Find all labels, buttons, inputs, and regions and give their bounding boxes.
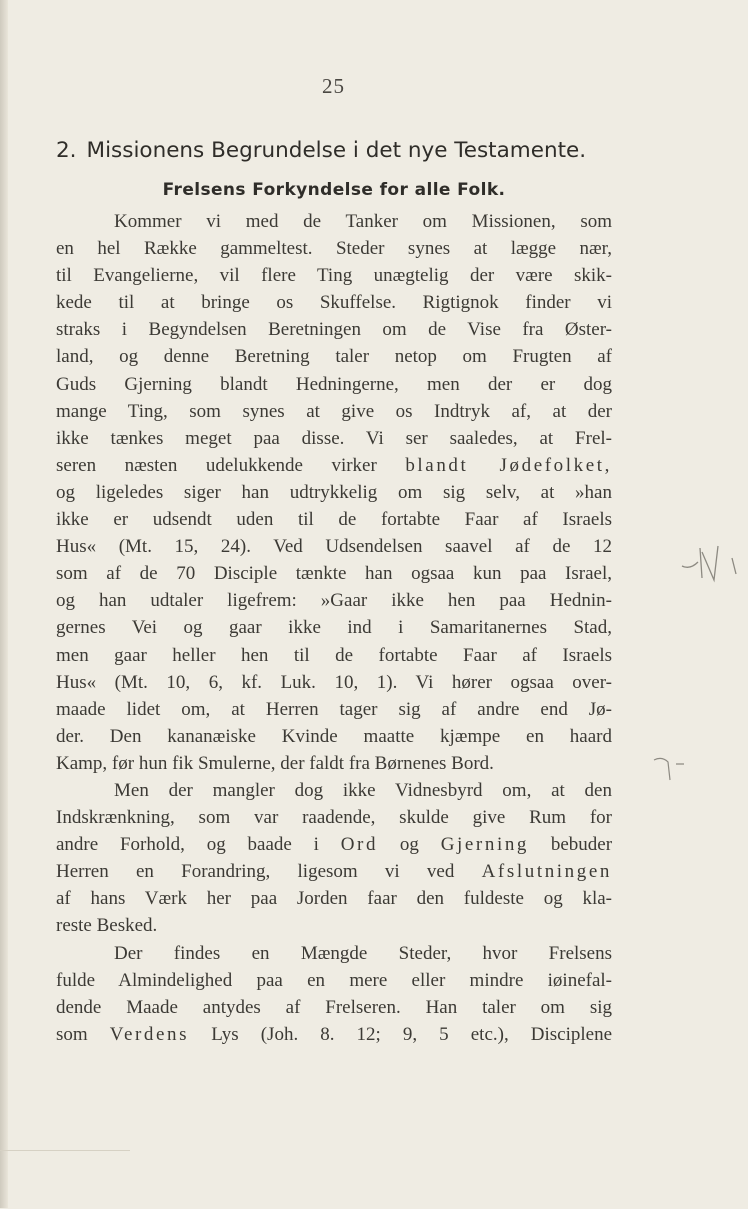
pencil-mark-icon [650, 750, 690, 790]
text-segment: og [399, 834, 419, 856]
pencil-mark-icon [680, 540, 748, 590]
text-line: Men der mangler dog ikke Vidnesbyrd om, at den [114, 779, 612, 801]
text-line: Kommer vi med de Tanker om Missionen, som [114, 211, 612, 232]
text-line: fulde Almindelighed paa en mere eller mindre iøinefal- [56, 969, 612, 991]
page-edge [0, 0, 8, 1208]
text-line: Kamp, før hun fik Smulerne, der faldt fra Børnenes Bord. [56, 752, 494, 774]
page-number: 25 [322, 74, 345, 98]
body-text [56, 208, 612, 1048]
text-line: gernes Vei og gaar ikke ind i Samaritanernes Stad, [56, 617, 612, 639]
text-line: en hel Række gammeltest. Steder synes at lægge nær, [56, 238, 612, 260]
text-line: mange Ting, som synes at give os Indtryk af, at der [56, 400, 612, 422]
text-line: Hus« (Mt. 15, 24). Ved Udsendelsen saavel af de 12 [56, 536, 612, 558]
text-line: til Evangelierne, vil flere Ting unægtelig der være skik- [56, 265, 612, 287]
section-title: Frelsens Forkyndelse for alle Folk. [162, 180, 506, 200]
text-line: og ligeledes siger han udtrykkelig om sig selv, at »han [56, 481, 612, 503]
text-segment: andre Forhold, og baade i [56, 834, 319, 856]
text-segment: Herren en Forandring, ligesom vi ved [56, 861, 455, 883]
text-line [56, 1021, 612, 1048]
text-line [56, 452, 612, 479]
text-segment: seren næsten udelukkende virker [56, 454, 377, 476]
text-line: ikke er udsendt uden til de fortabte Faar af Israels [56, 509, 612, 531]
text-line [56, 831, 612, 858]
spaced-emphasis: Ord [340, 834, 379, 856]
text-line: og han udtaler ligefrem: »Gaar ikke hen paa Hednin- [56, 590, 612, 612]
text-segment: Lys (Joh. 8. 12; 9, 5 etc.), Disciplene [211, 1023, 613, 1045]
text-line: dende Maade antydes af Frelseren. Han taler om sig [56, 996, 612, 1018]
scan-artifact [0, 1150, 130, 1209]
text-line: Guds Gjerning blandt Hedningerne, men der er dog [56, 373, 612, 395]
spaced-emphasis: Gjerning [440, 834, 530, 856]
chapter-heading: Missionens Begrundelse i det nye Testamente. [86, 138, 587, 163]
spaced-emphasis: Afslutningen [481, 861, 613, 883]
text-line: Hus« (Mt. 10, 6, kf. Luk. 10, 1). Vi hører ogsaa over- [56, 671, 612, 693]
text-line: kede til at bringe os Skuffelse. Rigtignok finder vi [56, 292, 612, 314]
text-line [56, 858, 612, 885]
chapter-title [56, 138, 656, 163]
text-line: Der findes en Mængde Steder, hvor Frelsens [114, 942, 612, 964]
text-line: som af de 70 Disciple tænkte han ogsaa kun paa Israel, [56, 563, 612, 585]
text-line: Indskrænkning, som var raadende, skulde give Rum for [56, 807, 612, 829]
text-line: af hans Værk her paa Jorden faar den fuldeste og kla- [56, 888, 612, 910]
text-line: der. Den kananæiske Kvinde maatte kjæmpe en haard [56, 725, 612, 747]
text-segment: bebuder [550, 834, 613, 856]
text-segment: som [56, 1023, 88, 1045]
text-line: ikke tænkes meget paa disse. Vi ser saaledes, at Frel- [56, 427, 612, 449]
spaced-emphasis: Verdens [109, 1023, 190, 1045]
text-line: reste Besked. [56, 915, 158, 937]
chapter-number: 2. [56, 138, 77, 163]
text-line: men gaar heller hen til de fortabte Faar af Israels [56, 644, 612, 666]
text-line: maade lidet om, at Herren tager sig af andre end Jø- [56, 698, 612, 720]
text-line: straks i Begyndelsen Beretningen om de Vise fra Øster- [56, 319, 612, 341]
spaced-emphasis: blandt Jødefolket, [405, 454, 612, 476]
text-line: land, og denne Beretning taler netop om Frugten af [56, 346, 612, 368]
